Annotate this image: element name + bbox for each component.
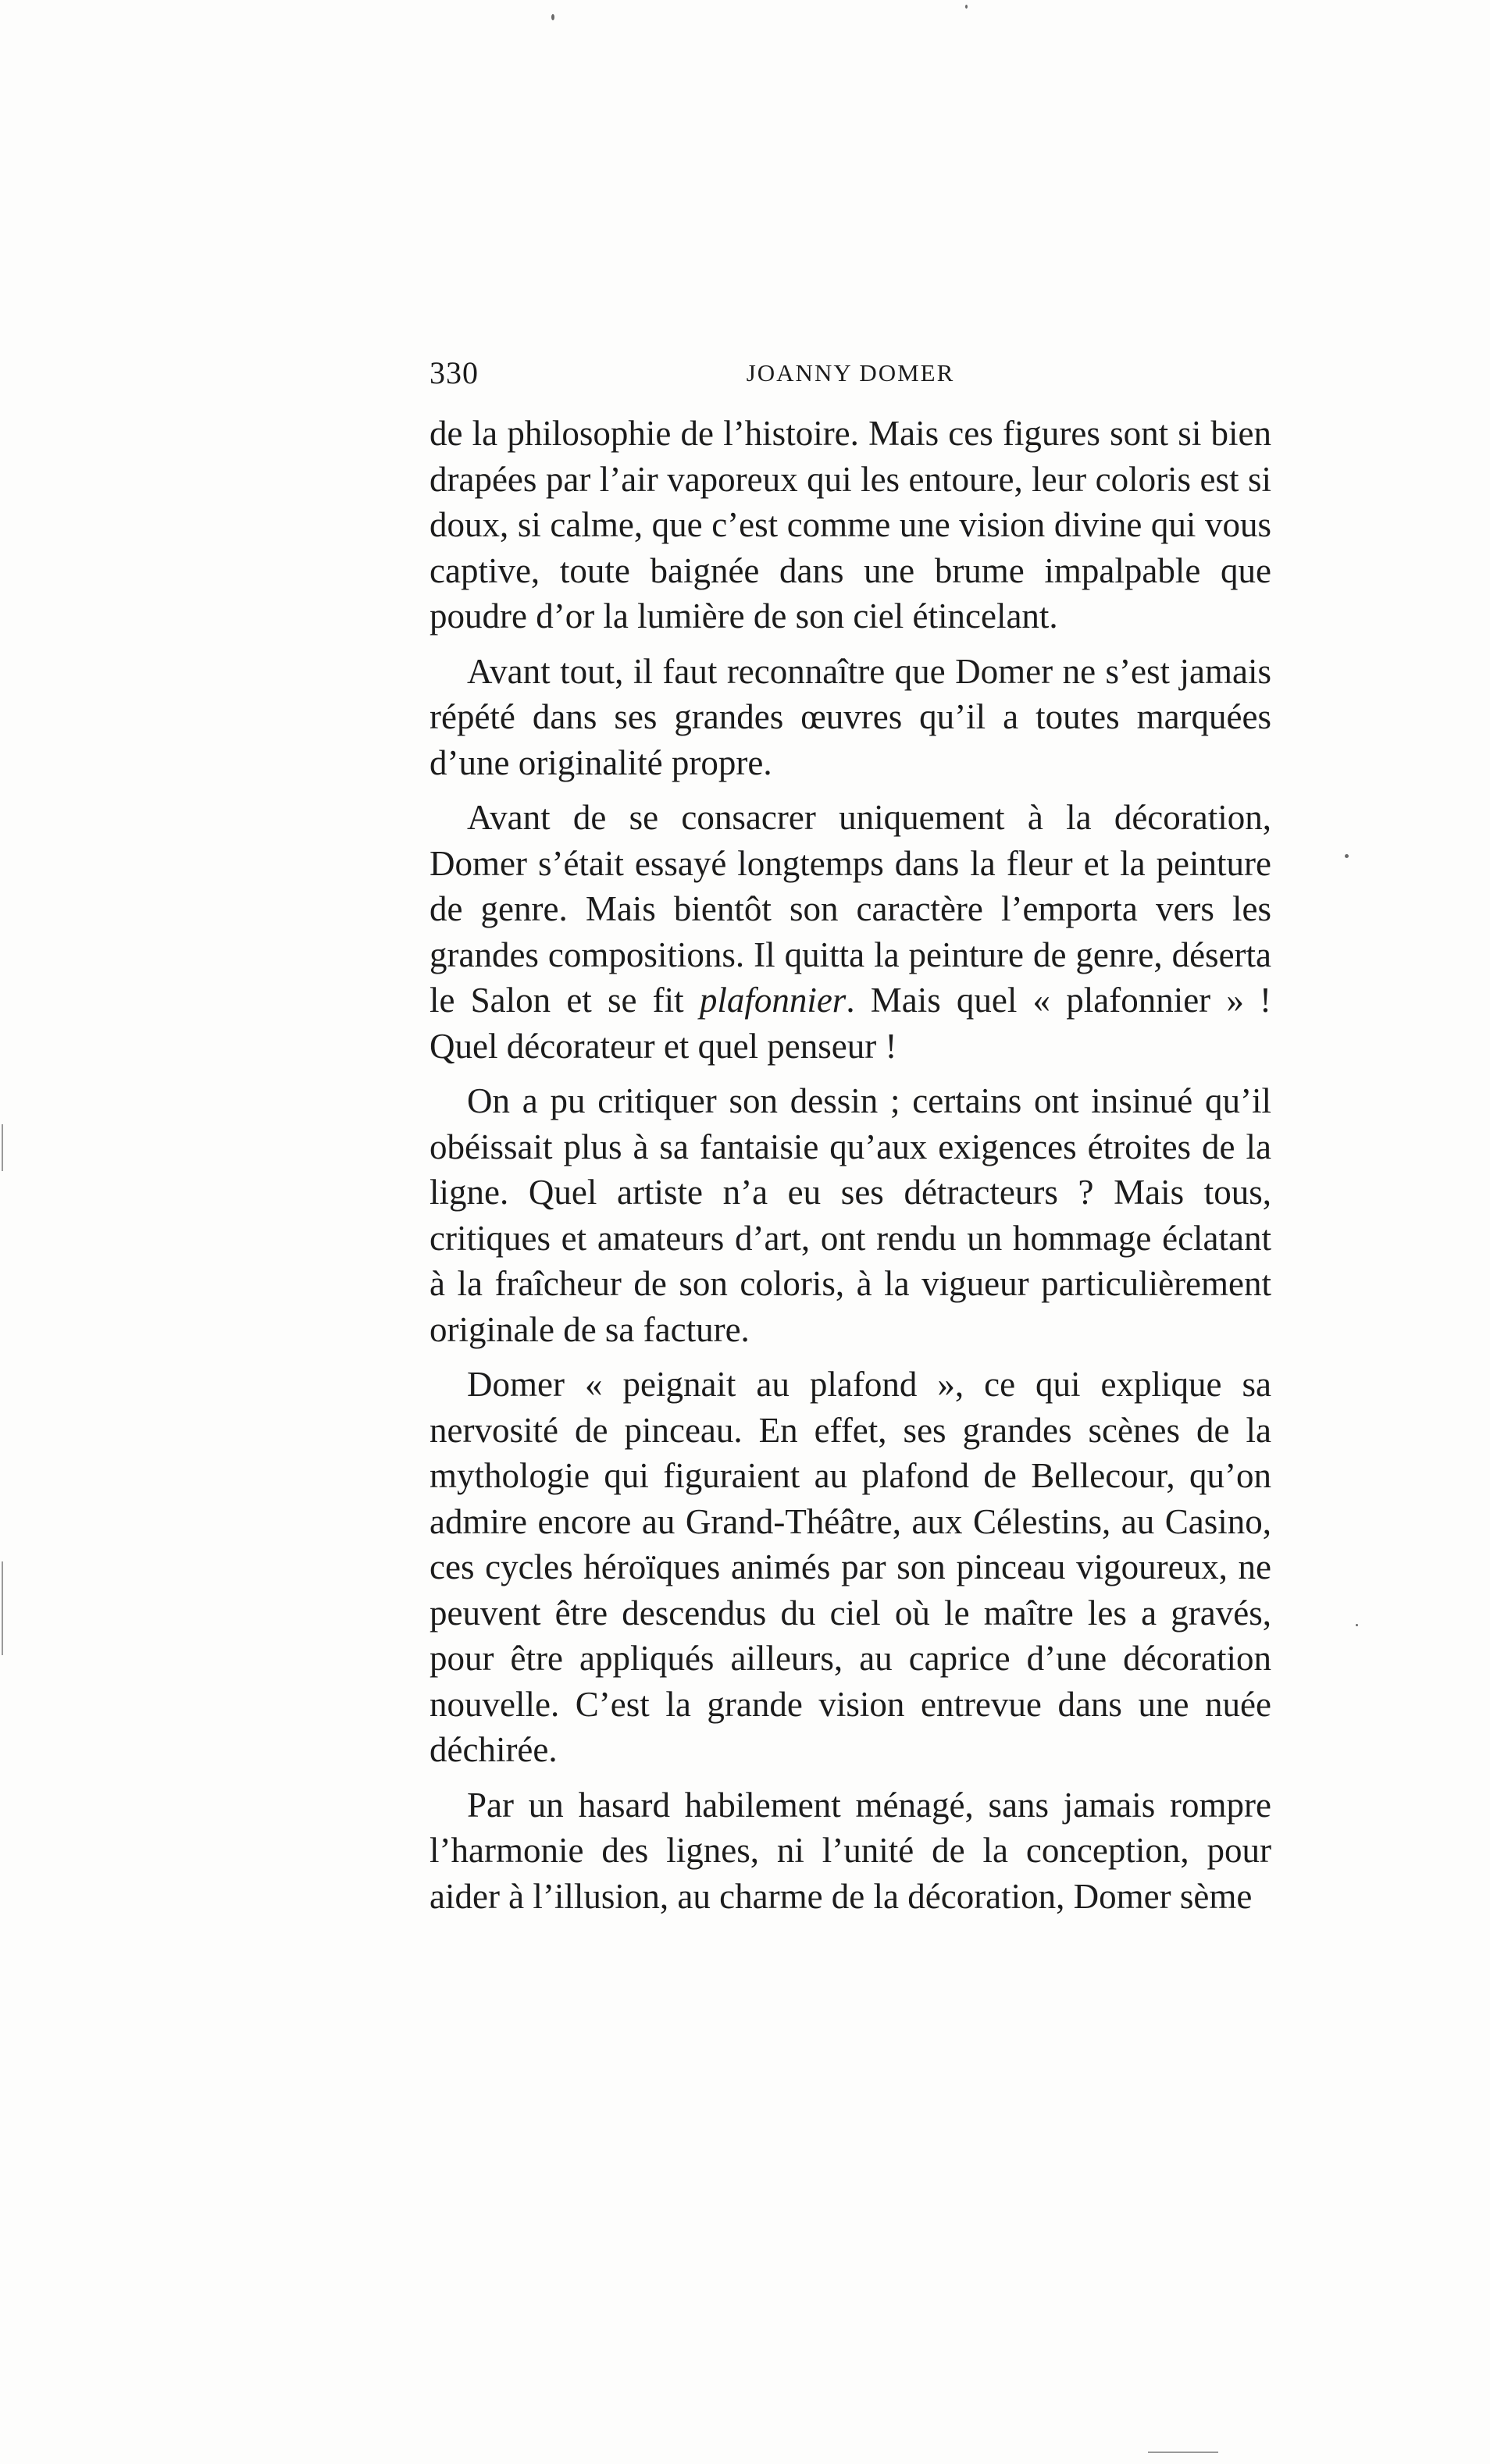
paragraph-3 — [430, 795, 1271, 1069]
page-text — [430, 411, 1271, 1928]
scan-edge-mark — [1148, 2452, 1218, 2453]
paragraph-3-text-b: . Mais quel « plafonnier » ! Quel décorateur et quel penseur ! — [430, 981, 1271, 1066]
italic-term: plafonnier — [699, 981, 847, 1020]
paragraph-4: On a pu critiquer son dessin ; certains ont insinué qu’il obéissait plus à sa fantaisie qu’aux exigences étroites de la ligne. Quel artiste n’a eu ses détracteurs ? Mais tous, critiques et amateurs d’art, ont rendu un hommage éclatant à la fraîcheur de son coloris, à la vigueur particulièrement originale de sa facture. — [430, 1081, 1271, 1349]
scan-speck — [551, 14, 554, 20]
paragraph-3-text-a: Avant de se consacrer uniquement à la décoration, Domer s’était essayé longtemps dans la fleur et la peinture de genre. Mais bientôt son caractère l’emporta vers les grandes compositions. Il quitta la peinture de genre, déserta le Salon et se fit — [430, 798, 1271, 1020]
scan-speck — [965, 5, 968, 9]
scan-edge-mark — [2, 1124, 3, 1171]
scan-speck — [1345, 854, 1349, 858]
scan-speck — [1356, 1624, 1358, 1626]
paragraph-6: Par un hasard habilement ménagé, sans jamais rompre l’harmonie des lignes, ni l’unité de la conception, pour aider à l’illusion, au charme de la décoration, Domer sème — [430, 1785, 1271, 1916]
running-head: JOANNY DOMER — [746, 359, 955, 386]
page-number: 330 — [430, 355, 479, 390]
page-header — [430, 350, 1271, 397]
paragraph-2: Avant tout, il faut reconnaître que Domer ne s’est jamais répété dans ses grandes œuvres qu’il a toutes marquées d’une originalité propre. — [430, 651, 1271, 782]
scan-edge-mark — [2, 1561, 3, 1655]
paragraph-1: de la philosophie de l’histoire. Mais ces figures sont si bien drapées par l’air vaporeux qui les entoure, leur coloris est si doux, si calme, que c’est comme une vision divine qui vous captive, toute baignée dans une brume impalpable que poudre d’or la lumière de son ciel étincelant. — [430, 414, 1271, 636]
paragraph-5: Domer « peignait au plafond », ce qui explique sa nervosité de pinceau. En effet, ses grandes scènes de la mythologie qui figuraient au plafond de Bellecour, qu’on admire encore au Grand-Théâtre, aux Célestins, au Casino, ces cycles héroïques animés par son pinceau vigoureux, ne peuvent être descendus du ciel où le maître les a gravés, pour être appliqués ailleurs, au caprice d’une décoration nouvelle. C’est la grande vision entrevue dans une nuée déchirée. — [430, 1365, 1271, 1769]
